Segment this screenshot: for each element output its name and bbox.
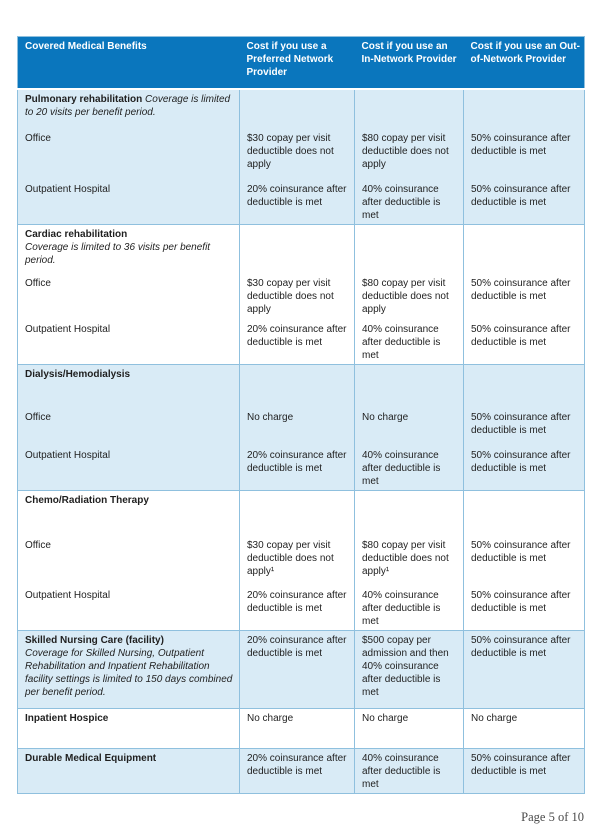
cost-cell: 20% coinsurance after deductible is met [240,446,355,491]
cost-cell: 50% coinsurance after deductible is met [464,408,585,446]
cost-cell [355,224,464,274]
service-row [18,180,585,225]
benefit-name-cell [18,631,240,709]
cost-cell: 50% coinsurance after deductible is met [464,180,585,225]
column-header: Cost if you use a Preferred Network Provider [240,37,355,89]
benefit-name: Skilled Nursing Care (facility) [25,635,164,646]
cost-cell [464,365,585,408]
cost-cell: No charge [464,709,585,749]
cost-cell [240,490,355,536]
benefit-description: Coverage is limited to 20 visits per benefit period. [25,93,231,118]
cost-cell [240,224,355,274]
cost-cell [355,89,464,129]
benefit-name: Pulmonary rehabilitation [25,93,143,105]
cost-cell: $80 copay per visit deductible does not apply¹ [355,536,464,586]
service-location-label: Office [18,408,240,446]
cost-cell: No charge [240,709,355,749]
cost-cell: 20% coinsurance after deductible is met [240,180,355,225]
cost-cell [464,224,585,274]
cost-cell [355,365,464,408]
cost-cell: 40% coinsurance after deductible is met [355,586,464,631]
benefit-name-cell [18,749,240,794]
service-location-label: Outpatient Hospital [25,590,111,601]
benefit-section [18,89,585,225]
cost-cell: 20% coinsurance after deductible is met [240,749,355,794]
benefit-name-cell [18,490,240,536]
benefit-section [18,490,585,631]
cost-cell: 50% coinsurance after deductible is met [464,274,585,320]
cost-cell: 50% coinsurance after deductible is met [464,446,585,491]
cost-cell: No charge [355,408,464,446]
cost-cell: No charge [240,408,355,446]
cost-cell: 50% coinsurance after deductible is met [464,631,585,709]
benefit-title-row [18,631,585,709]
service-row [18,408,585,446]
service-row [18,129,585,180]
benefit-title-row [18,365,585,408]
benefit-title-row [18,749,585,794]
cost-cell: $500 copay per admission and then 40% coinsurance after deductible is met [355,631,464,709]
benefit-name-cell [18,365,240,408]
page-number: Page 5 of 10 [521,810,584,824]
service-location-label: Outpatient Hospital [18,180,240,225]
service-location-label: Office [25,540,51,551]
benefit-title-row [18,89,585,129]
benefit-section [18,631,585,709]
cost-cell: 50% coinsurance after deductible is met [464,536,585,586]
cost-cell [355,490,464,536]
cost-cell: No charge [355,709,464,749]
cost-cell: $30 copay per visit deductible does not apply [240,274,355,320]
benefit-section [18,749,585,794]
benefit-name: Inpatient Hospice [25,713,109,724]
benefit-title-row [18,709,585,749]
cost-cell: 50% coinsurance after deductible is met [464,586,585,631]
column-header: Cost if you use an In-Network Provider [355,37,464,89]
cost-cell: 20% coinsurance after deductible is met [240,320,355,365]
cost-cell: 20% coinsurance after deductible is met [240,586,355,631]
cost-cell [464,490,585,536]
cost-cell [240,365,355,408]
column-header: Covered Medical Benefits [18,37,240,89]
service-location-label: Outpatient Hospital [25,324,111,335]
cost-cell: 50% coinsurance after deductible is met [464,320,585,365]
cost-cell: 50% coinsurance after deductible is met [464,129,585,180]
benefit-name: Durable Medical Equipment [25,753,157,764]
benefit-section [18,224,585,365]
cost-cell: 20% coinsurance after deductible is met [240,631,355,709]
cost-cell: 40% coinsurance after deductible is met [355,749,464,794]
benefit-section [18,365,585,491]
cost-cell: $80 copay per visit deductible does not apply [355,129,464,180]
service-location-label: Office [25,278,51,289]
service-row [18,586,585,631]
benefit-title-row [18,490,585,536]
table-header-row [18,37,585,89]
benefit-name: Chemo/Radiation Therapy [25,494,149,506]
benefit-description: Coverage for Skilled Nursing, Outpatient Rehabilitation and Inpatient Rehabilitation facility settings is limited to 150 days combined per benefit period. [25,648,233,698]
benefit-title-row [18,224,585,274]
service-row [18,446,585,491]
benefit-section [18,709,585,749]
cost-cell [464,89,585,129]
service-row [18,274,585,320]
cost-cell [240,89,355,129]
cost-cell: 40% coinsurance after deductible is met [355,320,464,365]
benefit-name: Cardiac rehabilitation [25,228,128,240]
service-location-label: Office [18,129,240,180]
benefit-name-cell [18,89,240,129]
cost-cell: $80 copay per visit deductible does not apply [355,274,464,320]
column-header: Cost if you use an Out-of-Network Provider [464,37,585,89]
cost-cell: $30 copay per visit deductible does not apply¹ [240,536,355,586]
benefits-table [17,36,585,794]
service-row [18,320,585,365]
benefit-name-cell [18,709,240,749]
cost-cell: 40% coinsurance after deductible is met [355,446,464,491]
service-location-label: Outpatient Hospital [18,446,240,491]
benefit-name: Dialysis/Hemodialysis [25,369,131,380]
service-row [18,536,585,586]
benefit-description: Coverage is limited to 36 visits per benefit period. [25,241,211,266]
cost-cell: 40% coinsurance after deductible is met [355,180,464,225]
cost-cell: 50% coinsurance after deductible is met [464,749,585,794]
cost-cell: $30 copay per visit deductible does not apply [240,129,355,180]
benefit-name-cell [18,224,240,274]
